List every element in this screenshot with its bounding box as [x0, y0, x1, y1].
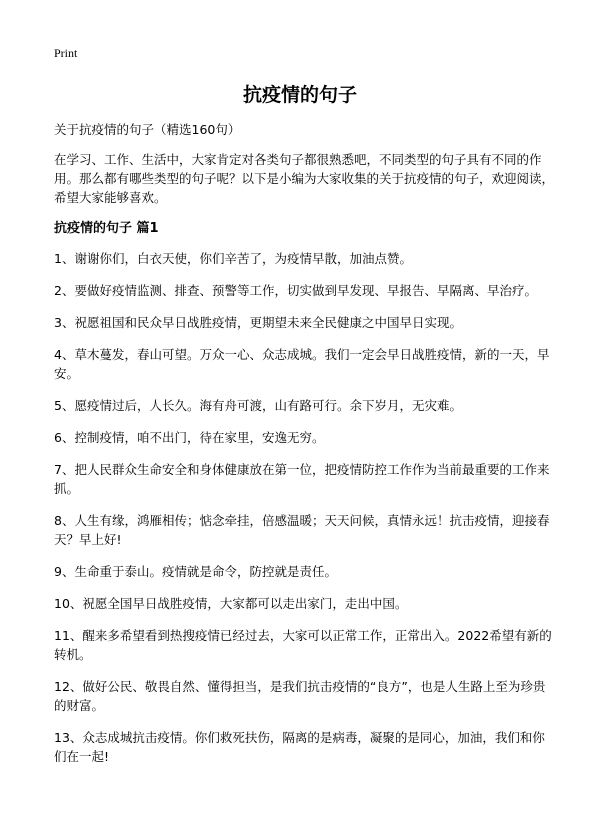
list-item: 2、要做好疫情监测、排查、预警等工作，切实做到早发现、早报告、早隔离、早治疗。 — [54, 283, 537, 298]
list-item: 12、做好公民、敬畏自然、懂得担当，是我们抗击疫情的“良方”，也是人生路上至为珍贵的财富。 — [54, 679, 546, 713]
list-item: 10、祝愿全国早日战胜疫情，大家都可以走出家门，走出中国。 — [54, 596, 408, 611]
list-item: 8、人生有缘，鸿雁相传；惦念牵挂，倍感温暖；天天问候，真情永远！抗击疫情，迎接春天？早上好! — [54, 513, 550, 547]
document-body — [54, 120, 554, 779]
list-item: 4、草木蔓发，春山可望。万众一心、众志成城。我们一定会早日战胜疫情，新的一天，早安。 — [54, 347, 550, 381]
list-item: 11、醒来多希望看到热搜疫情已经过去，大家可以正常工作，正常出入。2022希望有新的转机。 — [54, 628, 552, 662]
list-item: 13、众志成城抗击疫情。你们救死扶伤，隔离的是病毒，凝聚的是同心，加油，我们和你们在一起! — [54, 730, 545, 764]
section-heading: 抗疫情的句子 篇1 — [54, 221, 159, 236]
print-link[interactable]: Print — [54, 46, 78, 60]
list-item: 7、把人民群众生命安全和身体健康放在第一位，把疫情防控工作作为当前最重要的工作来抓。 — [54, 462, 550, 496]
list-item: 9、生命重于泰山。疫情就是命令，防控就是责任。 — [54, 564, 337, 579]
list-item: 3、祝愿祖国和民众早日战胜疫情，更期望未来全民健康之中国早日实现。 — [54, 315, 462, 330]
list-item: 1、谢谢你们，白衣天使，你们辛苦了，为疫情早散，加油点赞。 — [54, 251, 412, 266]
list-item: 5、愿疫情过后，人长久。海有舟可渡，山有路可行。余下岁月，无灾难。 — [54, 398, 462, 413]
intro-paragraph: 在学习、工作、生活中，大家肯定对各类句子都很熟悉吧，不同类型的句子具有不同的作用。那么都有哪些类型的句子呢？以下是小编为大家收集的关于抗疫情的句子，欢迎阅读，希望大家能够喜欢。 — [54, 152, 555, 205]
list-item: 6、控制疫情，咱不出门，待在家里，安逸无穷。 — [54, 430, 325, 445]
page-title: 抗疫情的句子 — [242, 84, 357, 106]
subtitle: 关于抗疫情的句子（精选160句） — [54, 122, 241, 137]
